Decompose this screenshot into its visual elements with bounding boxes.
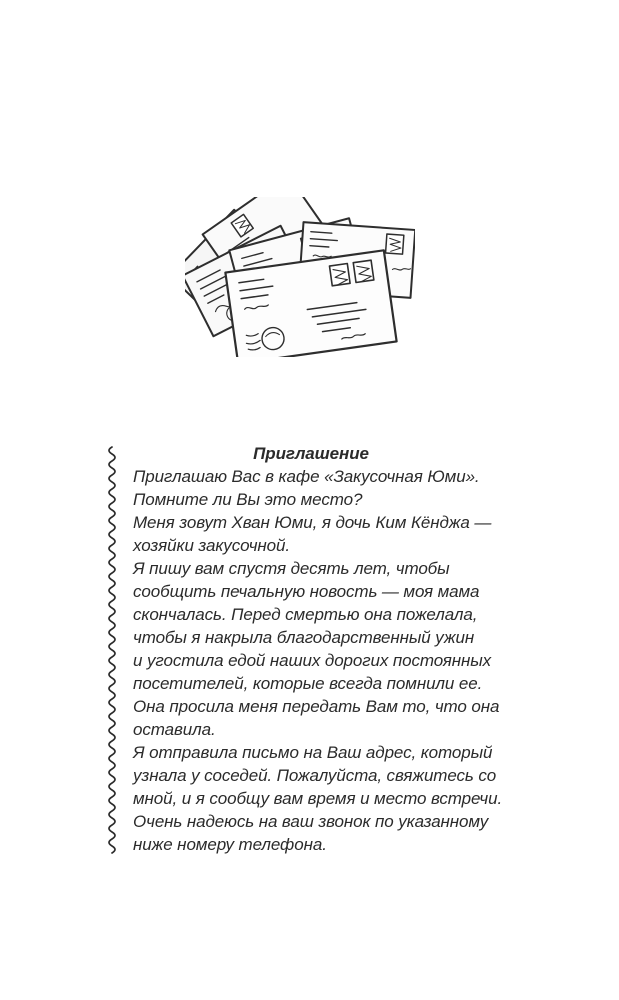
envelopes-illustration [185,197,415,357]
letter-line: и угостила едой наших дорогих постоянных [133,651,492,670]
letter-text [133,442,503,856]
letter-line: Помните ли Вы это место? [133,490,363,509]
letter-line: узнала у соседей. Пожалуйста, свяжитесь со [133,766,497,785]
letter-line: оставила. [133,720,216,739]
letter-line: Она просила меня передать Вам то, что она [133,697,500,716]
letter-line: скончалась. Перед смертью она пожелала, [133,605,478,624]
letter-line: хозяйки закусочной. [133,536,290,555]
letter-line: ниже номеру телефона. [133,835,327,854]
letter-line: Приглашаю Вас в кафе «Закусочная Юми». [133,467,480,486]
letter-title: Приглашение [253,444,369,463]
letter-line: чтобы я накрыла благодарственный ужин [133,628,475,647]
envelopes-drawing [185,197,415,357]
letter-line: посетителей, которые всегда помнили ее. [133,674,483,693]
letter-line: сообщить печальную новость — моя мама [133,582,480,601]
invitation-letter [104,442,504,856]
letter-line: Я пишу вам спустя десять лет, чтобы [133,559,450,578]
letter-line: Я отправила письмо на Ваш адрес, который [133,743,493,762]
squiggle-line [104,445,117,857]
letter-line: Очень надеюсь на ваш звонок по указанному [133,812,489,831]
letter-line: Меня зовут Хван Юми, я дочь Ким Кёнджа — [133,513,492,532]
letter-line: мной, и я сообщу вам время и место встречи. [133,789,503,808]
